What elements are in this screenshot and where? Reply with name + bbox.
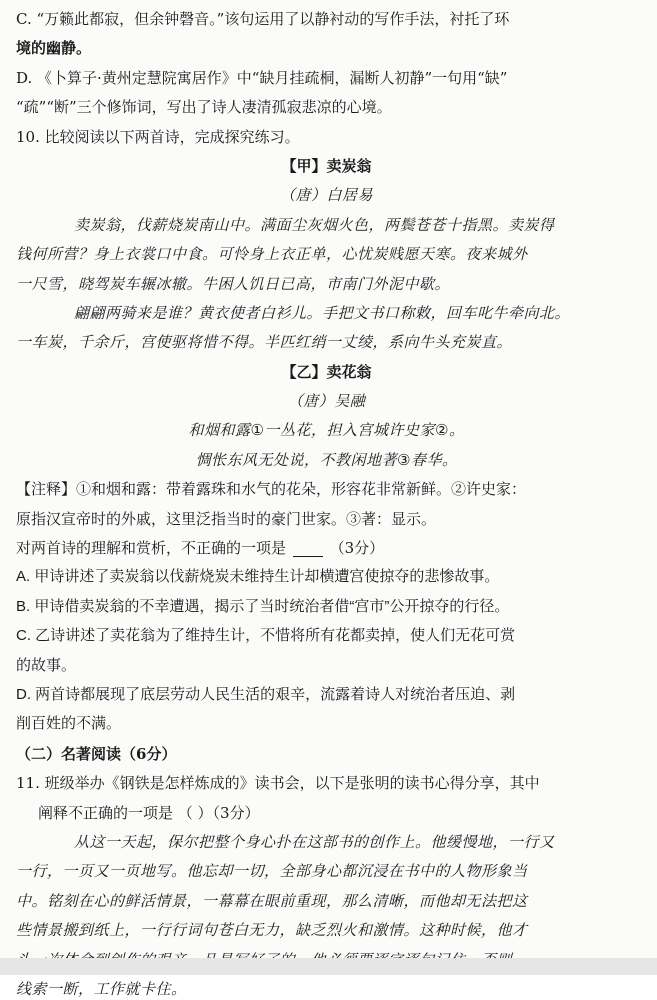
poem-jia-line-2: 钱何所营？身上衣裳口中食。可怜身上衣正单，心忧炭贱愿天寒。夜来城外: [16, 245, 528, 264]
answer-blank: [293, 542, 323, 557]
question-10-prompt: [16, 537, 619, 559]
reading-line-2: 一行，一页又一页地写。他忘却一切，全部身心都沉浸在书中的人物形象当: [16, 862, 528, 881]
section-2-heading: （二）名著阅读（6分）: [16, 744, 177, 763]
reading-line-6: 线索一断，工作就卡住。: [16, 979, 187, 998]
bottom-scan-edge: [0, 958, 657, 975]
question-11-line-1: 11. 班级举办《钢铁是怎样炼成的》读书会，以下是张明的读书心得分享，其中: [16, 774, 540, 793]
reading-line-4: 些情景搬到纸上，一行行词句苍白无力，缺乏烈火和激情。这种时候，他才: [16, 921, 528, 940]
question-10-points: （3分）: [329, 539, 385, 558]
poem-jia-title: 【甲】卖炭翁: [281, 156, 372, 175]
poem-yi-line-1: 和烟和露①一丛花，担入宫城许史家②。: [188, 421, 465, 440]
poem-yi-line-2: 惆怅东风无处说，不教闲地著③春华。: [195, 450, 458, 469]
option-a: A. 甲诗讲述了卖炭翁以伐薪烧炭未维持生计却横遭宫使掠夺的悲惨故事。: [16, 568, 500, 586]
reading-line-3: 中。铭刻在心的鲜活情景，一幕幕在眼前重现，那么清晰，而他却无法把这: [16, 891, 528, 910]
option-c-line-1: C. “万籁此都寂，但余钟磬音。”该句运用了以静衬动的写作手法，衬托了环: [16, 10, 510, 28]
poem-yi-title: 【乙】卖花翁: [281, 362, 372, 381]
notes-line-2: 原指汉宣帝时的外戚，这里泛指当时的豪门世家。③著：显示。: [16, 509, 437, 528]
option-d-2-line-1: D. 两首诗都展现了底层劳动人民生活的艰辛，流露着诗人对统治者压迫、剥: [16, 685, 516, 703]
option-d-2-line-2: 削百姓的不满。: [16, 715, 122, 733]
option-c-2-line-1: C. 乙诗讲述了卖花翁为了维持生计，不惜将所有花都卖掉，使人们无花可赏: [16, 627, 516, 645]
option-c-2-line-2: 的故事。: [16, 656, 77, 674]
poem-yi-author: （唐）吴融: [287, 392, 366, 411]
poem-jia-line-3: 一尺雪，晓驾炭车辗冰辙。牛困人饥日已高，市南门外泥中歇。: [16, 274, 451, 293]
poem-jia-line-1: 卖炭翁，伐薪烧炭南山中。满面尘灰烟火色，两鬓苍苍十指黑。卖炭得: [74, 215, 555, 234]
option-b: B. 甲诗借卖炭翁的不幸遭遇，揭示了当时统治者借“宫市”公开掠夺的行径。: [16, 597, 510, 615]
question-11-line-2: 阐释不正确的一项是 （ ）（3分）: [38, 803, 260, 822]
notes-line-1: 【注释】①和烟和露：带着露珠和水气的花朵，形容花非常新鲜。②许史家：: [16, 480, 527, 499]
option-d-line-2: “疏”“断”三个修饰词，写出了诗人凄清孤寂悲凉的心境。: [16, 98, 392, 117]
poem-jia-line-4: 翩翩两骑来是谁？黄衣使者白衫儿。手把文书口称敕，回车叱牛牵向北。: [74, 303, 571, 322]
question-10-prompt-text: 对两首诗的理解和赏析，不正确的一项是: [16, 539, 287, 558]
question-10-heading: 10. 比较阅读以下两首诗，完成探究练习。: [16, 127, 300, 146]
option-c-line-2: 境的幽静。: [16, 39, 92, 58]
poem-jia-author: （唐）白居易: [279, 186, 373, 205]
reading-line-1: 从这一天起，保尔把整个身心扑在这部书的创作上。他缓慢地，一行又: [74, 832, 555, 851]
poem-jia-line-5: 一车炭，千余斤，宫使驱将惜不得。半匹红绡一丈绫，系向牛头充炭直。: [16, 333, 513, 352]
option-d-line-1: D. 《卜算子·黄州定慧院寓居作》中“缺月挂疏桐，漏断人初静”一句用“缺”: [16, 68, 508, 87]
